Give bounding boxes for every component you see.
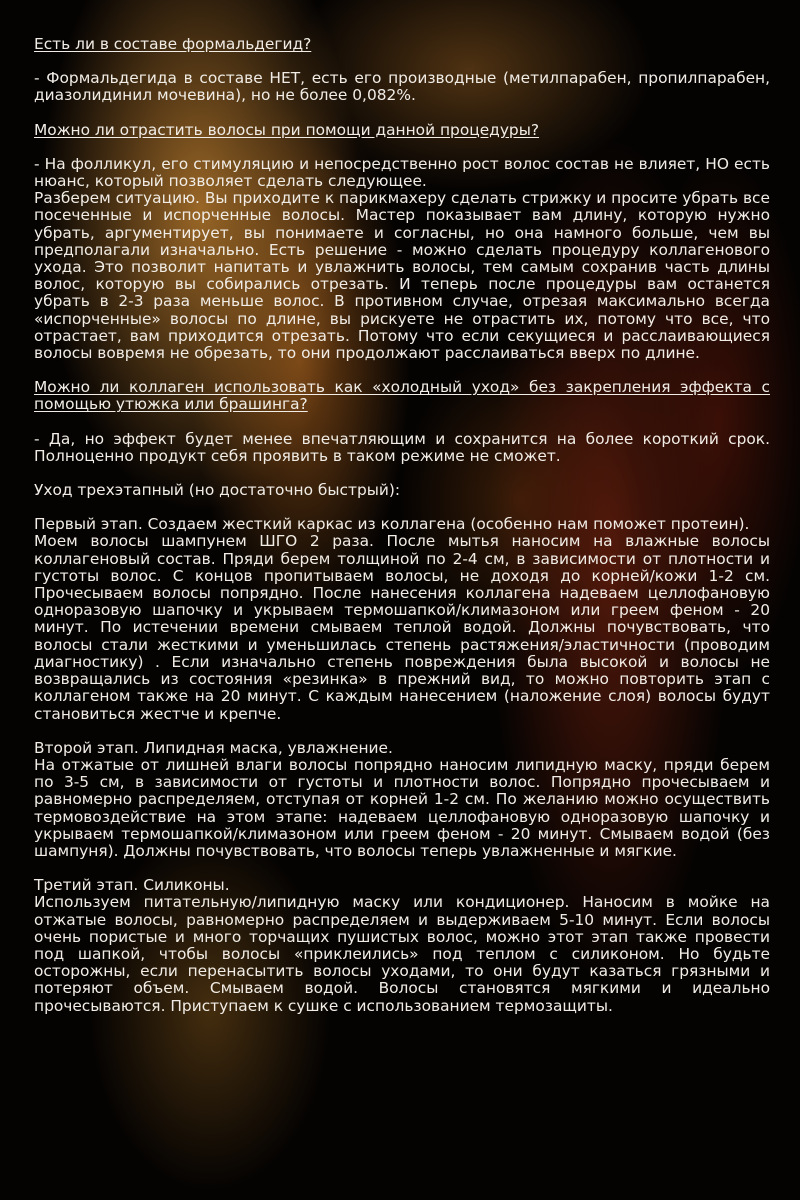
answer-hair-growth-detail: Разберем ситуацию. Вы приходите к парикмахеру сделать стрижку и просите убрать все посеченные и испорченные волосы. Мастер показывает вам длину, которую нужно убрать, аргументирует, вы понимаете и согласны, но она намного больше, чем вы предполагали изначально. Есть решение - можно сделать процедуру коллагенового ухода. Это позволит напитать и увлажнить волосы, тем самым сохранив часть длины волос, которую вы собирались отрезать. И теперь после процедуры вам останется убрать в 2-3 раза меньше волос. В противном случае, отрезая максимально всегда «испорченные» волосы по длине, вы рискуете не отрастить их, потому что все, что отрастает, вам приходится отрезать. Потому что если секущиеся и расслаивающиеся волосы вовремя не обрезать, то они продолжают расслаиваться вверх по длине. (34, 189, 770, 363)
step-1-title: Первый этап. Создаем жесткий каркас из коллагена (особенно нам поможет протеин). (34, 515, 750, 534)
answer-formaldehyde: - Формальдегида в составе НЕТ, есть его производные (метилпарабен, пропилпарабен, диазолидинил мочевина), но не более 0,082%. (34, 69, 770, 105)
answer-hair-growth-intro: - На фолликул, его стимуляцию и непосредственно рост волос состав не влияет, НО есть нюанс, который позволяет сделать следующее. (34, 154, 770, 191)
question-formaldehyde: Есть ли в составе формальдегид? (34, 35, 312, 53)
step-2-text: На отжатые от лишней влаги волосы попрядно наносим липидную маску, пряди берем по 3-5 см, в зависимости от густоты и плотности волос. Попрядно прочесываем и равномерно распределяем, отступая от корней 1-2 см. По желанию можно осуществить термовоздействие на этом этапе: надеваем целлофановую одноразовую шапочку и укрываем термошапкой/климазоном или греем феном - 20 минут. Смываем водой (без шампуня). Должны почувствовать, что волосы теперь увлажненные и мягкие. (34, 755, 770, 860)
step-2-title: Второй этап. Липидная маска, увлажнение. (34, 738, 393, 757)
question-hair-growth: Можно ли отрастить волосы при помощи данной процедуры? (34, 120, 540, 139)
step-3-text: Используем питательную/липидную маску или кондиционер. Наносим в мойке на отжатые волосы, равномерно распределяем и выдерживаем 5-10 минут. Если волосы очень пористые и много торчащих пушистых волос, можно этот этап также провести под шапкой, чтобы волосы «приклеились» под теплом с силиконом. Но будьте осторожны, если перенасытить волосы уходами, то они будут казаться грязными и потеряют объем. Смываем водой. Волосы становятся мягкими и идеально прочесываются. Приступаем к сушке с использованием термозащиты. (34, 893, 770, 1015)
question-cold-care: Можно ли коллаген использовать как «холодный уход» без закрепления эффекта с помощью утюжка или брашинга? (34, 378, 770, 414)
step-3-title: Третий этап. Силиконы. (34, 876, 230, 895)
care-steps-intro: Уход трехэтапный (но достаточно быстрый): (34, 481, 401, 500)
faq-document (34, 36, 770, 1015)
step-1-text: Моем волосы шампунем ШГО 2 раза. После мытья наносим на влажные волосы коллагеновый состав. Пряди берем толщиной по 2-4 см, в зависимости от плотности и густоты волос. С концов пропитываем волосы, не доходя до корней/кожи 1-2 см. Прочесываем волосы попрядно. После нанесения коллагена надеваем целлофановую одноразовую шапочку и укрываем термошапкой/климазоном или греем феном - 20 минут. По истечении времени смываем теплой водой. Должны почувствовать, что волосы стали жесткими и уменьшилась степень растяжения/эластичности (проводим диагностику) . Если изначально степень повреждения была высокой и волосы не возвращались из состояния «резинка» в прежний вид, то можно повторить этап с коллагеном также на 20 минут. С каждым нанесением (наложение слоя) волосы будут становиться жестче и крепче. (34, 532, 770, 723)
answer-cold-care: - Да, но эффект будет менее впечатляющим и сохранится на более короткий срок. Полноценно продукт себя проявить в таком режиме не сможет. (34, 429, 770, 465)
